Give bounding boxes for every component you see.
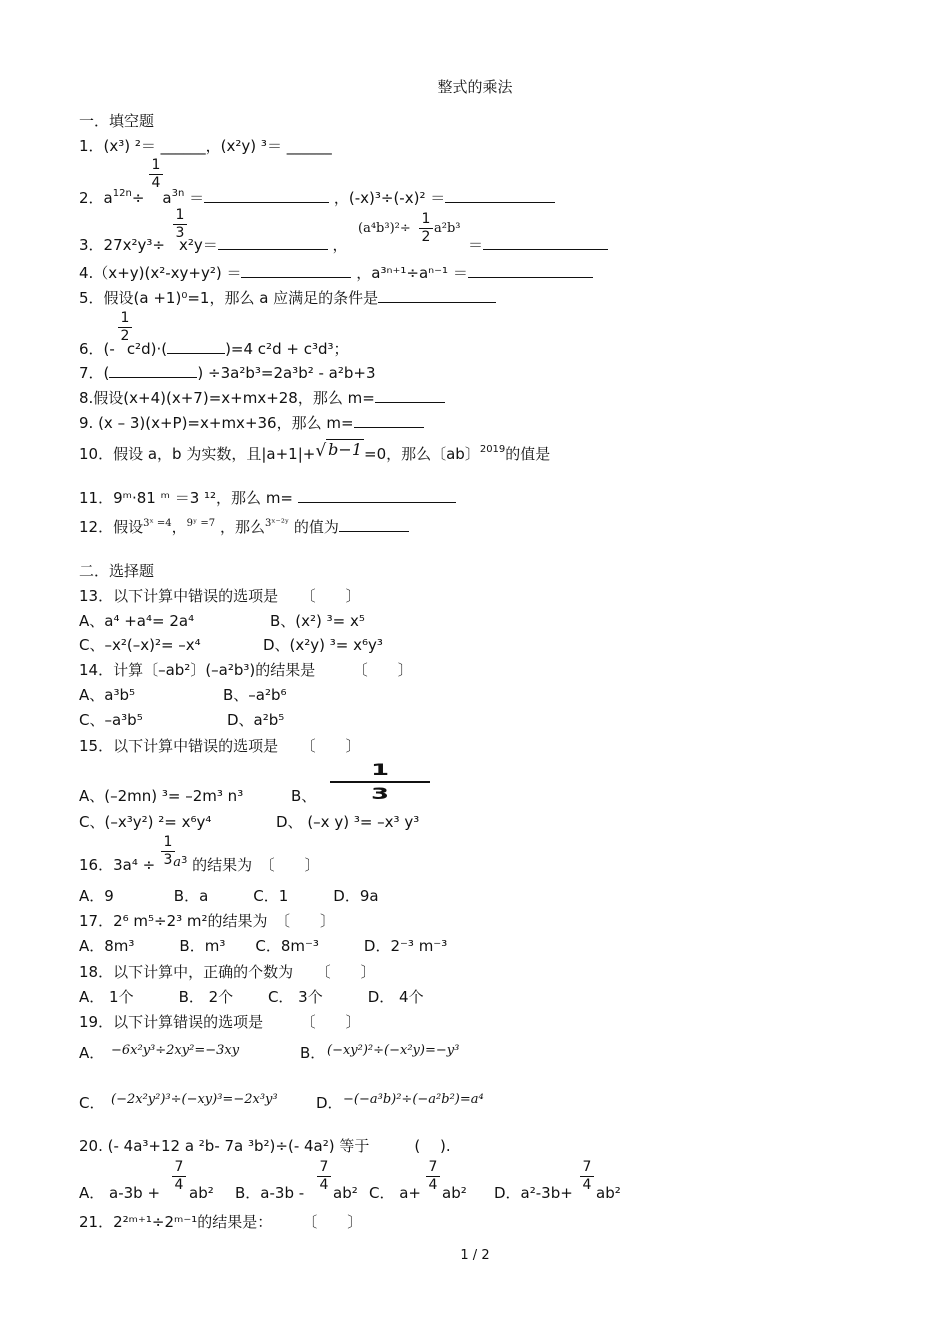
question-8 xyxy=(79,387,445,407)
q15-option-c[interactable]: C、(–x³y²) ²= x⁶y⁴ xyxy=(79,813,212,831)
q20-option-c-tail[interactable] xyxy=(442,1184,467,1202)
q16-b: a xyxy=(173,855,181,870)
q20-c: C． a+ xyxy=(369,1184,422,1202)
answer-blank[interactable] xyxy=(468,262,593,278)
q2-c: a xyxy=(162,189,172,207)
q2-part2: ，(-x)³÷(-x)² ＝ xyxy=(333,189,446,207)
q20-option-b-tail[interactable] xyxy=(333,1184,358,1202)
q10-a: 10．假设 a，b 为实数，且|a+1|+ xyxy=(79,445,316,463)
section-fill-in-title: 一．填空题 xyxy=(79,112,155,130)
q20-d: D．a²-3b+ xyxy=(494,1184,573,1202)
q19-option-a[interactable]: A． xyxy=(79,1044,105,1062)
q16-c: 的结果为 〔 〕 xyxy=(192,856,320,874)
question-7 xyxy=(79,362,376,382)
q12-e3: 3ˣ⁻²ʸ xyxy=(264,518,290,529)
fraction-7-4-d: 7 4 xyxy=(580,1160,594,1193)
question-21: 21．2²ᵐ⁺¹÷2ᵐ⁻¹的结果是： 〔 〕 xyxy=(79,1213,363,1231)
q10-sqrt: b−1 xyxy=(328,440,362,459)
sqrt-symbol: √ xyxy=(315,441,327,461)
q4-a: 4.（x+y)(x²-xy+y²) ＝ xyxy=(79,264,242,282)
answer-blank[interactable] xyxy=(241,262,351,278)
question-9 xyxy=(79,412,424,432)
q3-expression-tail xyxy=(434,218,461,238)
question-15: 15．以下计算中错误的选项是 〔 〕 xyxy=(79,737,361,755)
q3-b: x²y＝ xyxy=(178,236,218,254)
answer-blank[interactable] xyxy=(109,362,197,378)
answer-blank[interactable] xyxy=(167,338,225,354)
section-choice-title: 二．选择题 xyxy=(79,562,155,580)
q8-text: 8.假设(x+4)(x+7)=x+mx+28，那么 m= xyxy=(79,389,375,407)
q20-d-ab: ab² xyxy=(596,1184,621,1202)
q12-a: 12．假设 xyxy=(79,518,144,536)
fraction-1-3: 1 3 xyxy=(173,208,187,241)
q20-option-d[interactable] xyxy=(494,1184,573,1202)
q2-exp1: 12n xyxy=(112,188,132,199)
q12-e1: 3ˣ =4 xyxy=(143,518,172,529)
fraction-7-4-a: 7 4 xyxy=(172,1160,186,1193)
q19-option-d[interactable]: D． xyxy=(316,1094,343,1112)
answer-blank[interactable] xyxy=(339,516,409,532)
q7-a: 7．( xyxy=(79,364,110,382)
q13-option-b[interactable]: B、(x²) ³= x⁵ xyxy=(270,612,365,630)
q19-option-b-expr[interactable] xyxy=(327,1040,459,1060)
q11-text: 11．9ᵐ·81 ᵐ ＝3 ¹²，那么 m= xyxy=(79,489,298,507)
question-6 xyxy=(79,338,349,358)
q14-option-d[interactable]: D、a²b⁵ xyxy=(227,711,285,729)
question-16 xyxy=(79,856,320,877)
q14-option-a[interactable]: A、a³b⁵ xyxy=(79,686,136,704)
q16-options[interactable]: A．9 B．a C．1 D．9a xyxy=(79,887,379,905)
q2-a: 2．a xyxy=(79,189,113,207)
q20-option-a[interactable] xyxy=(79,1184,160,1202)
q15-option-d[interactable]: D、 (–x y) ³= –x³ y³ xyxy=(276,813,420,831)
question-2 xyxy=(79,187,555,210)
question-20: 20. (- 4a³+12 a ²b- 7a ³b²)÷(- 4a²) 等于 ( ). xyxy=(79,1137,451,1155)
q20-a-ab: ab² xyxy=(189,1184,214,1202)
q3-answer xyxy=(468,234,608,254)
q16-a: 16．3a⁴ ÷ xyxy=(79,856,156,874)
q7-b: ) ÷3a²b³=2a³b² - a²b+3 xyxy=(197,364,376,382)
q3-expr2: a²b³ xyxy=(434,221,461,236)
q13-option-c[interactable]: C、–x²(–x)²= –x⁴ xyxy=(79,636,201,654)
q19-option-d-expr[interactable] xyxy=(343,1089,484,1109)
fraction-1-4: 1 4 xyxy=(149,158,163,191)
q6-b: c²d)·( xyxy=(126,340,168,358)
q20-b-ab: ab² xyxy=(333,1184,358,1202)
q18-options[interactable]: A． 1个 B． 2个 C． 3个 D． 4个 xyxy=(79,988,424,1006)
q10-b: =0，那么〔ab〕 xyxy=(364,445,480,463)
q3-expression xyxy=(358,218,411,238)
question-10 xyxy=(79,440,551,466)
answer-blank[interactable] xyxy=(354,412,424,428)
q20-c-ab: ab² xyxy=(442,1184,467,1202)
q13-option-a[interactable]: A、a⁴ +a⁴= 2a⁴ xyxy=(79,612,195,630)
q19-option-c-expr[interactable] xyxy=(111,1089,278,1109)
question-17: 17．2⁶ m⁵÷2³ m²的结果为 〔 〕 xyxy=(79,912,336,930)
question-3 xyxy=(79,234,348,254)
q19-option-a-expr[interactable] xyxy=(111,1040,239,1060)
q13-option-d[interactable]: D、(x²y) ³= x⁶y³ xyxy=(263,636,383,654)
q3-sep: ， xyxy=(332,236,348,254)
question-13: 13．以下计算中错误的选项是 〔 〕 xyxy=(79,587,361,605)
q16-exp: 3 xyxy=(180,855,188,866)
answer-blank[interactable] xyxy=(218,234,328,250)
q3-expr: (a⁴b³)²÷ xyxy=(358,221,411,236)
q15-option-a[interactable]: A、(–2mn) ³= –2m³ n³ xyxy=(79,787,244,805)
question-18: 18．以下计算中，正确的个数为 〔 〕 xyxy=(79,963,376,981)
q14-option-c[interactable]: C、–a³b⁵ xyxy=(79,711,143,729)
page-title: 整式的乘法 xyxy=(437,78,513,96)
q2-eq: ＝ xyxy=(189,189,205,207)
q17-options[interactable]: A．8m³ B．m³ C．8m⁻³ D．2⁻³ m⁻³ xyxy=(79,937,448,955)
q3-eq: ＝ xyxy=(468,236,484,254)
answer-blank[interactable] xyxy=(298,487,456,503)
fraction-1-3-large: 1 3 xyxy=(330,762,430,802)
q15-option-b[interactable]: B、 xyxy=(291,787,317,805)
answer-blank[interactable] xyxy=(483,234,608,250)
answer-blank[interactable] xyxy=(204,187,329,203)
q20-option-c[interactable] xyxy=(369,1184,421,1202)
answer-blank[interactable] xyxy=(445,187,555,203)
q12-e2: 9ʸ =7 xyxy=(186,518,216,529)
q12-d: 的值为 xyxy=(293,518,339,536)
answer-blank[interactable] xyxy=(378,287,496,303)
question-19: 19．以下计算错误的选项是 〔 〕 xyxy=(79,1013,361,1031)
q20-option-b[interactable] xyxy=(235,1184,304,1202)
answer-blank[interactable] xyxy=(375,387,445,403)
question-11 xyxy=(79,487,456,507)
q6-c: )=4 c²d + c³d³； xyxy=(225,340,349,358)
q12-c: ，那么 xyxy=(219,518,265,536)
fraction-1-3-q16: 1 3 xyxy=(161,835,175,868)
q19-option-b[interactable]: B． xyxy=(300,1044,326,1062)
q2-div: ÷ xyxy=(131,189,145,207)
q19-option-c[interactable]: C． xyxy=(79,1094,105,1112)
fraction-1-2-q6: 1 2 xyxy=(118,311,132,344)
question-12 xyxy=(79,516,409,539)
question-14: 14．计算〔–ab²〕(–a²b³)的结果是 〔 〕 xyxy=(79,661,413,679)
q19-a-expr: −6x²y³÷2xy²=−3xy xyxy=(111,1043,240,1058)
q10-exp: 2019 xyxy=(479,444,506,455)
q6-a: 6．(- xyxy=(79,340,115,358)
q20-b: B．a-3b - xyxy=(235,1184,305,1202)
q19-c-expr: (−2x²y²)³÷(−xy)³=−2x³y³ xyxy=(111,1092,278,1107)
fraction-7-4-b: 7 4 xyxy=(317,1160,331,1193)
question-1: 1．(x³) ²＝ ______，(x²y) ³＝ ______ xyxy=(79,137,332,155)
q14-option-b[interactable]: B、–a²b⁶ xyxy=(223,686,287,704)
q19-d-expr: −(−a³b)²÷(−a²b²)=a⁴ xyxy=(343,1092,484,1107)
page-number: 1 / 2 xyxy=(460,1248,490,1263)
q2-exp2: 3n xyxy=(171,188,185,199)
q5-text: 5．假设(a +1)⁰=1，那么 a 应满足的条件是 xyxy=(79,289,379,307)
fraction-7-4-c: 7 4 xyxy=(426,1160,440,1193)
q4-b: ，a³ⁿ⁺¹÷aⁿ⁻¹ ＝ xyxy=(356,264,468,282)
fraction-1-2: 1 2 xyxy=(419,212,433,245)
q12-b: ， xyxy=(171,518,187,536)
q20-a: A． a-3b + xyxy=(79,1184,161,1202)
q9-text: 9. (x – 3)(x+P)=x+mx+36，那么 m= xyxy=(79,414,354,432)
q10-c: 的值是 xyxy=(505,445,551,463)
question-5 xyxy=(79,287,496,307)
question-4 xyxy=(79,262,593,282)
q20-option-a-tail[interactable] xyxy=(189,1184,214,1202)
q20-option-d-tail[interactable] xyxy=(596,1184,621,1202)
q3-a: 3．27x²y³÷ xyxy=(79,236,165,254)
q19-b-expr: (−xy²)²÷(−x²y)=−y³ xyxy=(327,1043,460,1058)
